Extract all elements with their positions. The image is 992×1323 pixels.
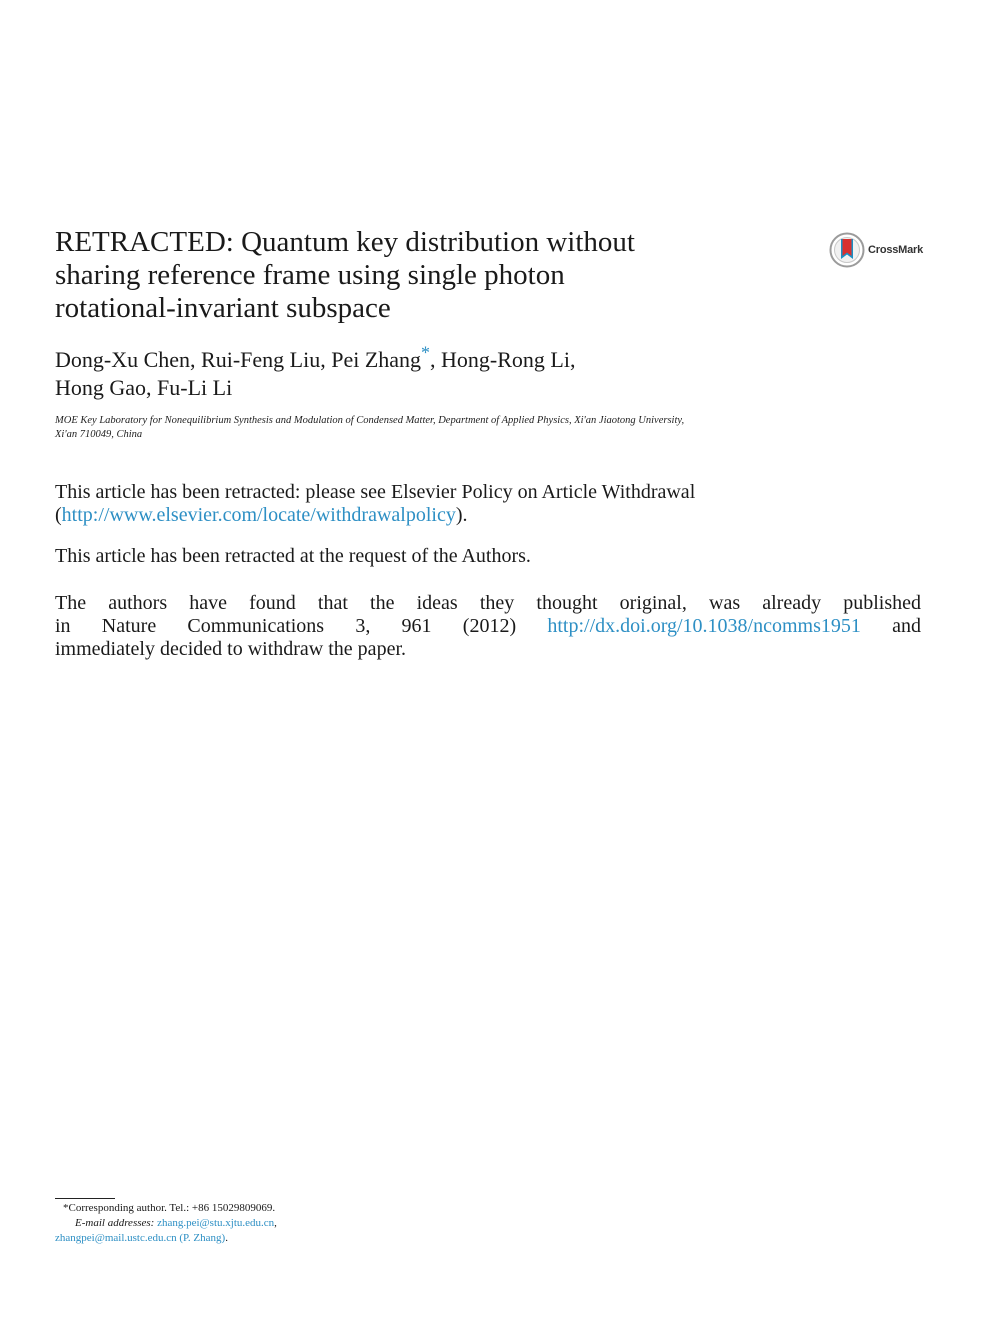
doi-link[interactable]: http://dx.doi.org/10.1038/ncomms1951 [547, 615, 861, 637]
corresponding-author-marker[interactable]: * [421, 342, 431, 363]
reason-line-2-text: in Nature Communications 3, 961 (2012) [55, 615, 548, 637]
author-list [55, 342, 755, 402]
footnote-divider [55, 1198, 115, 1199]
email-separator: , [274, 1217, 277, 1229]
affiliation [55, 414, 775, 442]
author-line-1 [55, 342, 755, 374]
retraction-request-text: This article has been retracted at the request of the Authors. [55, 545, 531, 567]
email-owner: (P. Zhang) [176, 1232, 226, 1244]
crossmark-label: CrossMark [868, 244, 924, 256]
reason-line-2 [55, 615, 921, 638]
crossmark-badge[interactable] [829, 232, 929, 268]
footnote-end: . [225, 1232, 228, 1244]
paren-open: ( [55, 504, 62, 526]
title-line-3: rotational-invariant subspace [55, 292, 391, 324]
footnote [55, 1201, 655, 1246]
title-line-1: RETRACTED: Quantum key distribution without [55, 226, 635, 258]
reason-line-3: immediately decided to withdraw the paper. [55, 638, 406, 660]
article-title [55, 226, 755, 325]
retraction-notice-text: This article has been retracted: please see Elsevier Policy on Article Withdrawal [55, 481, 696, 503]
footnote-corresponding-text: Corresponding author. Tel.: +86 15029809069. [68, 1202, 276, 1214]
title-line-2: sharing reference frame using single photon [55, 259, 565, 291]
email-link-1[interactable]: zhang.pei@stu.xjtu.edu.cn [157, 1217, 275, 1229]
author-line-2: Hong Gao, Fu-Li Li [55, 375, 233, 400]
affiliation-line-1: MOE Key Laboratory for Nonequilibrium Synthesis and Modulation of Condensed Matter, Department of Applied Physics, Xi'an Jiaotong University, [55, 415, 685, 426]
email-label: E-mail addresses: [75, 1217, 158, 1229]
footnote-emails [55, 1216, 655, 1231]
footnote-star: * [63, 1202, 69, 1214]
retraction-reason-paragraph [55, 592, 921, 661]
footnote-emails-cont [55, 1231, 655, 1246]
footnote-corresponding [55, 1201, 655, 1216]
withdrawal-policy-link[interactable]: http://www.elsevier.com/locate/withdrawalpolicy [61, 504, 456, 526]
paren-close: ). [455, 504, 468, 526]
authors-part-a: Dong-Xu Chen, Rui-Feng Liu, Pei Zhang [55, 347, 422, 372]
reason-line-1: The authors have found that the ideas they thought original, was already published [55, 592, 921, 614]
retraction-request-paragraph [55, 545, 921, 568]
crossmark-icon [829, 232, 865, 268]
retraction-notice-paragraph [55, 481, 921, 527]
reason-line-2-end: and [860, 615, 921, 637]
email-link-2[interactable]: zhangpei@mail.ustc.edu.cn [55, 1232, 177, 1244]
authors-part-b: , Hong-Rong Li, [430, 347, 576, 372]
affiliation-line-2: Xi'an 710049, China [55, 429, 143, 440]
